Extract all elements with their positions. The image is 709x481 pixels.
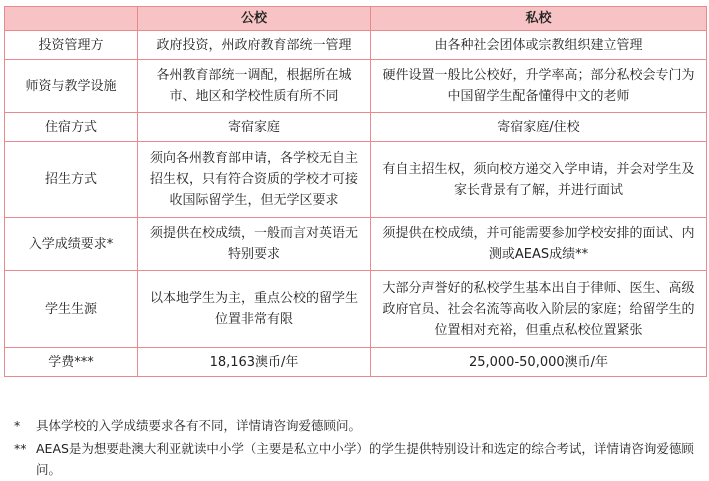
private-cell: 大部分声誉好的私校学生基本出自于律师、医生、高级政府官员、社会名流等高收入阶层的家庭；给留学生的位置相对充裕，但重点私校位置紧张	[371, 271, 707, 348]
footnote	[14, 415, 702, 436]
comparison-table	[4, 6, 707, 377]
header-private-school: 私校	[371, 7, 707, 31]
public-cell: 以本地学生为主，重点公校的留学生位置非常有限	[138, 271, 371, 348]
footnote-mark: *	[14, 418, 21, 433]
table-row	[5, 113, 707, 142]
table-row	[5, 31, 707, 60]
table-row	[5, 348, 707, 377]
row-label: 入学成绩要求*	[5, 218, 138, 271]
table-row	[5, 218, 707, 271]
row-label: 学生生源	[5, 271, 138, 348]
private-cell: 25,000-50,000澳币/年	[371, 348, 707, 377]
public-cell: 政府投资，州政府教育部统一管理	[138, 31, 371, 60]
public-cell: 18,163澳币/年	[138, 348, 371, 377]
table-header-row	[5, 7, 707, 31]
table-row	[5, 271, 707, 348]
public-cell: 寄宿家庭	[138, 113, 371, 142]
public-cell: 须向各州教育部申请，各学校无自主招生权，只有符合资质的学校才可接收国际留学生，但无学区要求	[138, 142, 371, 218]
row-label: 住宿方式	[5, 113, 138, 142]
private-cell: 寄宿家庭/住校	[371, 113, 707, 142]
row-label: 招生方式	[5, 142, 138, 218]
public-cell: 须提供在校成绩，一般而言对英语无特别要求	[138, 218, 371, 271]
public-cell: 各州教育部统一调配，根据所在城市、地区和学校性质有所不同	[138, 60, 371, 113]
footnotes	[14, 415, 702, 480]
row-label: 师资与教学设施	[5, 60, 138, 113]
footnote-mark: **	[14, 441, 27, 456]
footnote-text: AEAS是为想要赴澳大利亚就读中小学（主要是私立中小学）的学生提供特别设计和选定的综合考试，详情请咨询爱德顾问。	[36, 441, 694, 477]
footnote-text: 具体学校的入学成绩要求各有不同，详情请咨询爱德顾问。	[36, 418, 362, 433]
private-cell: 由各种社会团体或宗教组织建立管理	[371, 31, 707, 60]
header-public-school: 公校	[138, 7, 371, 31]
table-row	[5, 142, 707, 218]
row-label: 投资管理方	[5, 31, 138, 60]
private-cell: 须提供在校成绩，并可能需要参加学校安排的面试、内测或AEAS成绩**	[371, 218, 707, 271]
private-cell: 有自主招生权，须向校方递交入学申请，并会对学生及家长背景有了解，并进行面试	[371, 142, 707, 218]
header-corner	[5, 7, 138, 31]
table-row	[5, 60, 707, 113]
private-cell: 硬件设置一般比公校好，升学率高；部分私校会专门为中国留学生配备懂得中文的老师	[371, 60, 707, 113]
row-label: 学费***	[5, 348, 138, 377]
footnote	[14, 438, 702, 480]
